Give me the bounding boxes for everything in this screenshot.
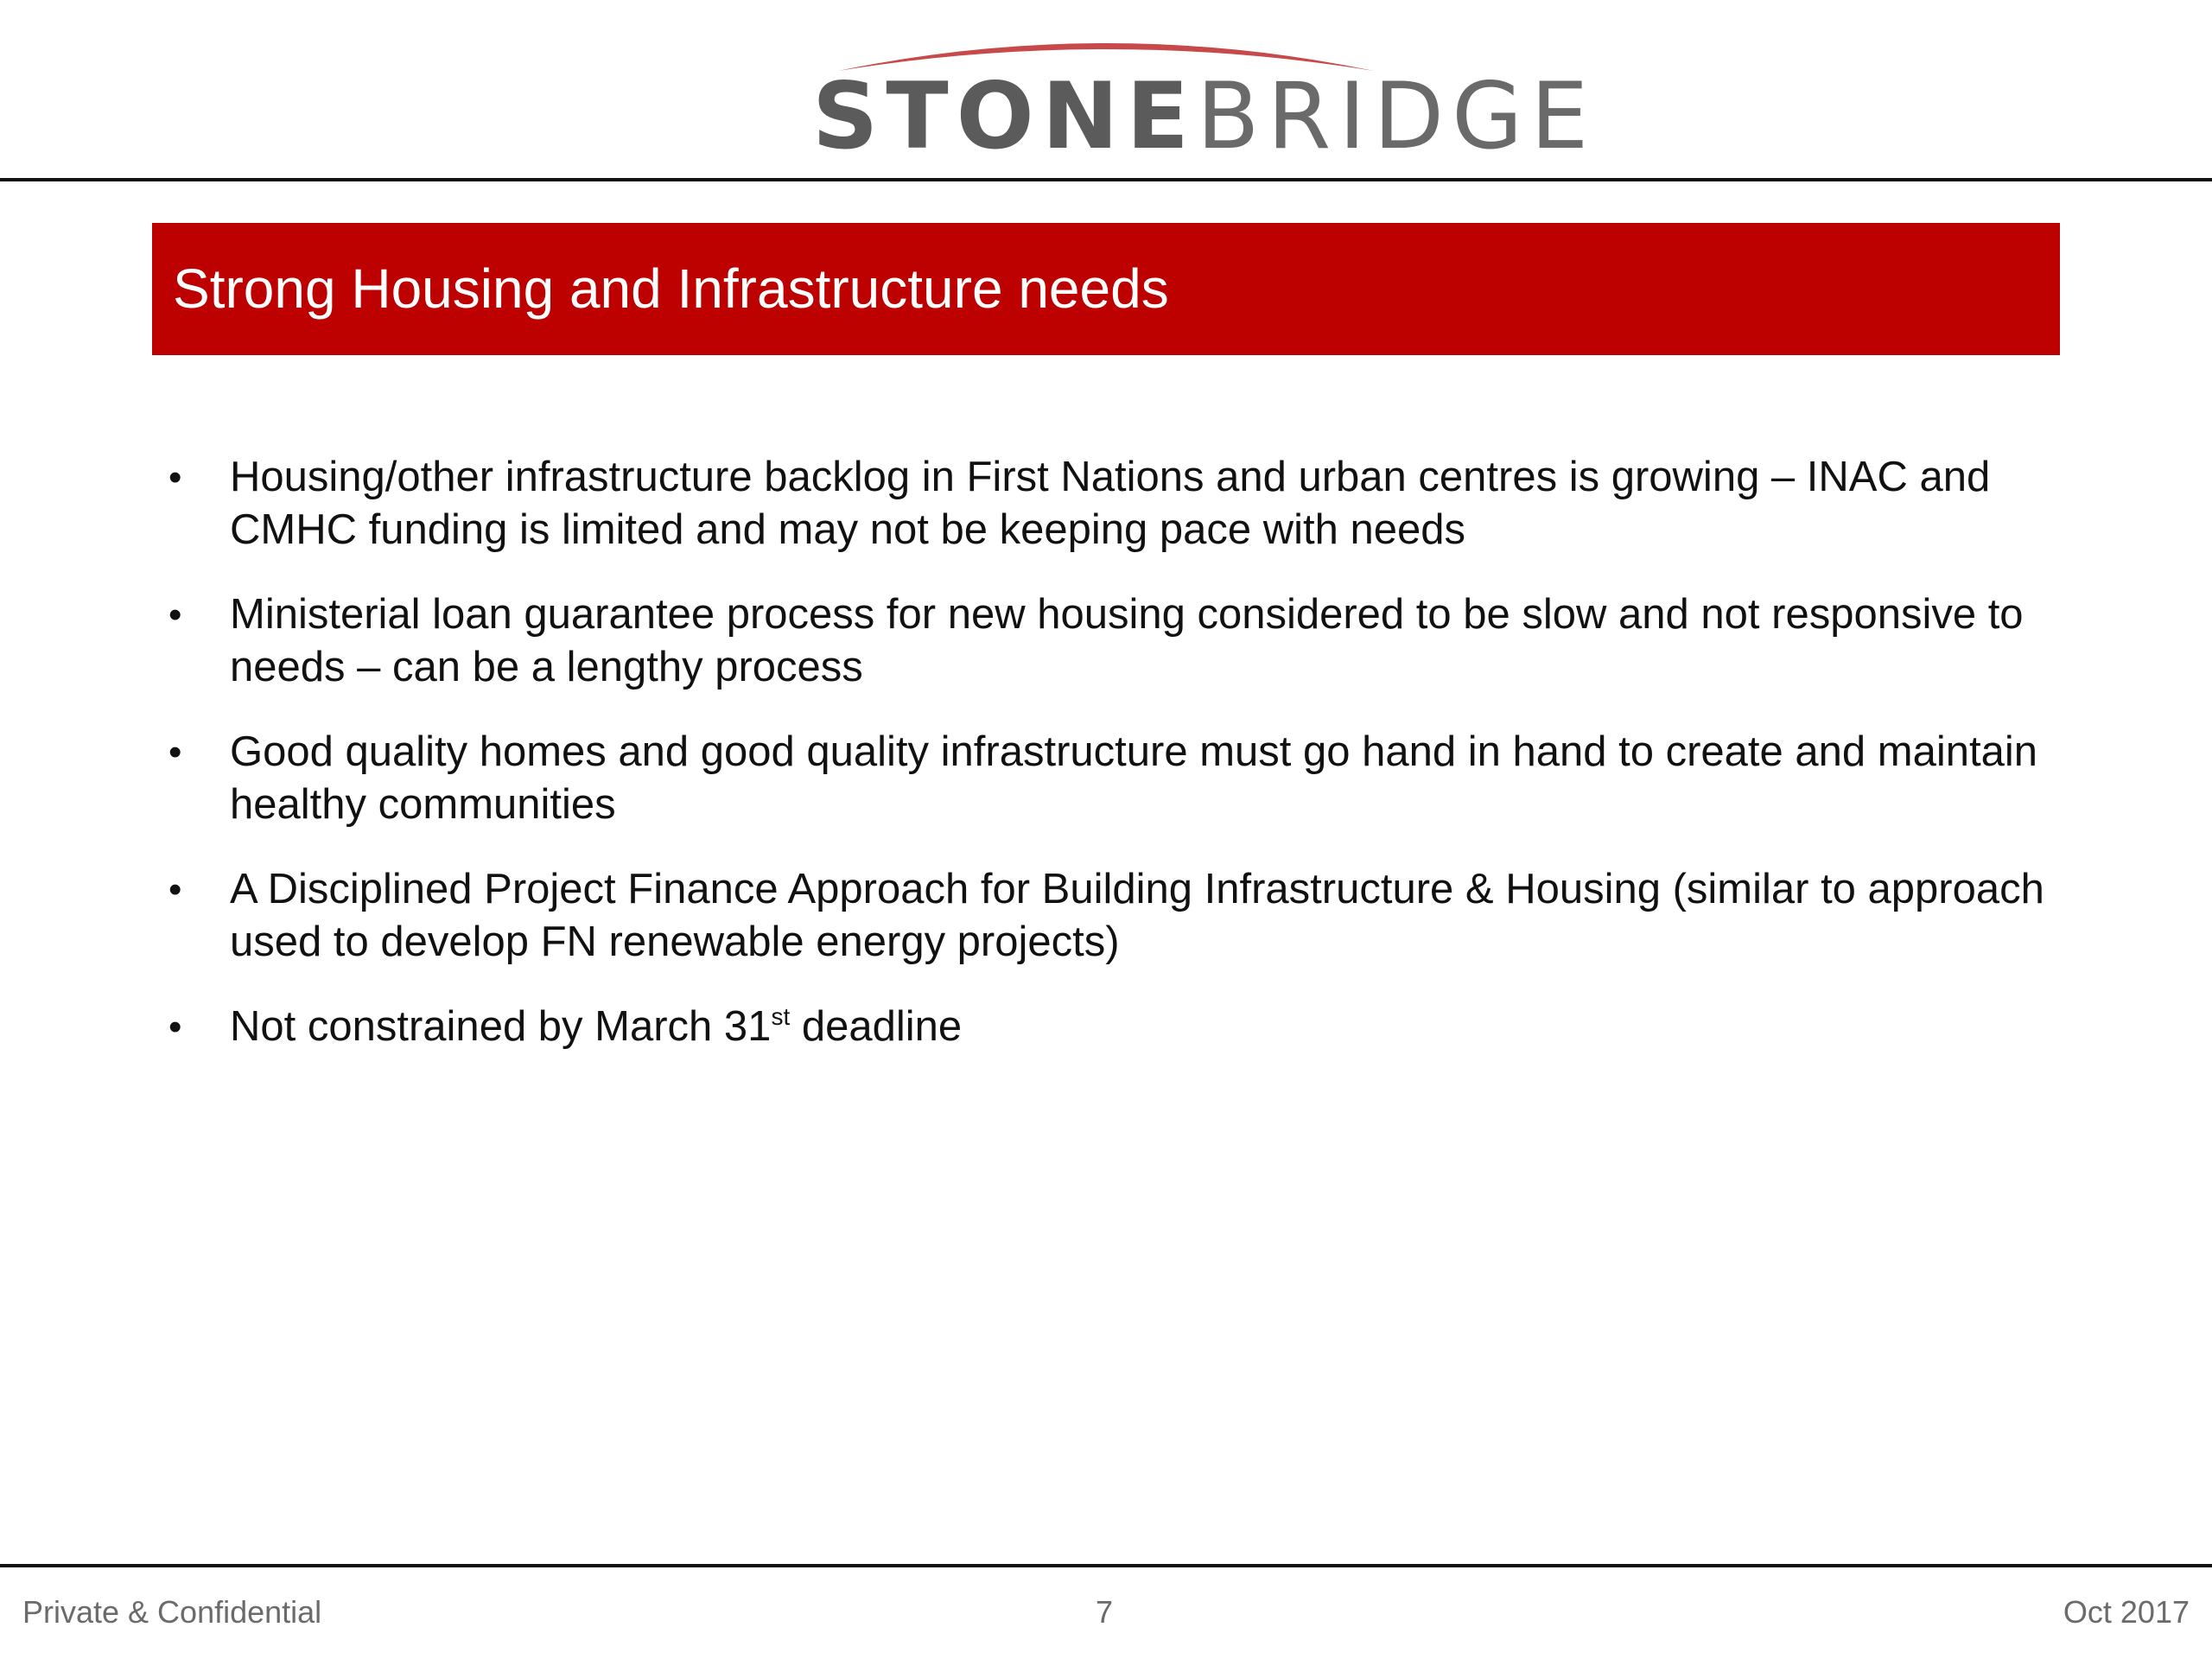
ordinal-suffix: st bbox=[771, 1003, 791, 1030]
bullet-text: Housing/other infrastructure backlog in First Nations and urban centres is growing – INAC and CMHC funding is limited and may not be keeping pace with needs bbox=[230, 454, 1991, 553]
bullet-item bbox=[168, 1001, 2069, 1053]
bullet-text-main: Not constrained by March 31 bbox=[230, 1003, 772, 1050]
slide-title: Strong Housing and Infrastructure needs bbox=[173, 257, 1169, 320]
stonebridge-logo bbox=[812, 26, 1597, 173]
title-banner bbox=[152, 223, 2060, 355]
logo-wordmark-light: BRIDGE bbox=[1196, 63, 1597, 169]
header-divider bbox=[0, 178, 2212, 181]
bullet-dot-icon: • bbox=[168, 731, 182, 773]
page-number: 7 bbox=[1096, 1594, 1114, 1630]
bullet-item bbox=[168, 588, 2069, 694]
bullet-item bbox=[168, 451, 2069, 556]
logo-wordmark-bold: STONE bbox=[812, 63, 1197, 169]
bullet-item bbox=[168, 726, 2069, 831]
bullet-dot-icon: • bbox=[168, 868, 182, 911]
bullet-item bbox=[168, 863, 2069, 969]
bullet-dot-icon: • bbox=[168, 594, 182, 636]
footer-divider bbox=[0, 1564, 2212, 1567]
bullet-text bbox=[230, 1001, 2069, 1053]
footer-date: Oct 2017 bbox=[2063, 1594, 2190, 1630]
bullet-dot-icon: • bbox=[168, 1006, 182, 1048]
footer-confidentiality: Private & Confidential bbox=[22, 1594, 322, 1630]
bullet-list bbox=[168, 451, 2069, 1085]
bullet-dot-icon: • bbox=[168, 456, 182, 499]
bullet-text: A Disciplined Project Finance Approach for Building Infrastructure & Housing (similar to approach used to develop FN renewable energy projects) bbox=[230, 866, 2044, 965]
bullet-text: Ministerial loan guarantee process for new housing considered to be slow and not responsive to needs – can be a lengthy process bbox=[230, 591, 2024, 690]
bullet-text: Good quality homes and good quality infrastructure must go hand in hand to create and maintain healthy communities bbox=[230, 728, 2037, 828]
logo-wordmark bbox=[812, 63, 1597, 169]
bullet-text-tail: deadline bbox=[790, 1003, 963, 1050]
